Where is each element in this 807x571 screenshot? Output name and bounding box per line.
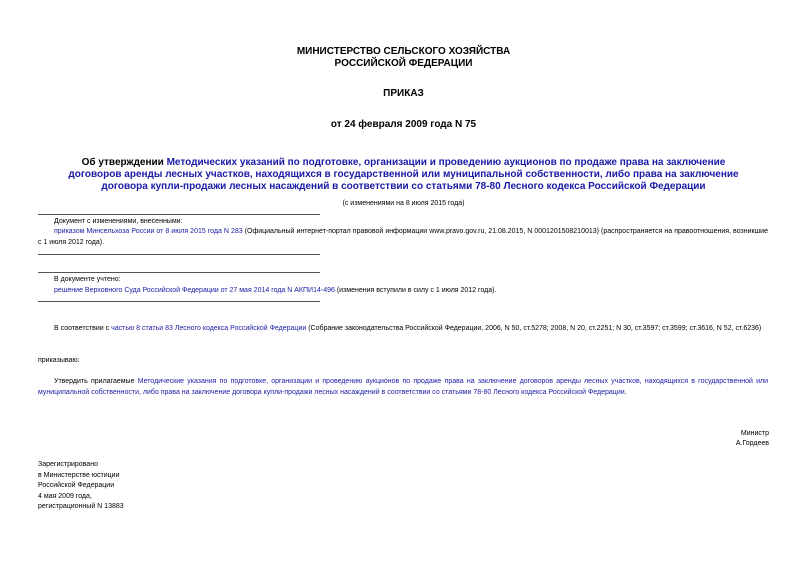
changes-details: (Официальный интернет-портал правовой информации www.pravo.gov.ru, 21.08.2015, N 0001201508210013) (распространяется на правоотношения, возникшие с 1 июля 2012 года). [38,228,768,246]
document-type: ПРИКАЗ [383,88,424,99]
registration-line5: регистрационный N 13883 [38,503,124,510]
divider-top [38,214,320,215]
changes-heading: Документ с изменениями, внесенными: [54,218,183,225]
approve-paragraph [38,377,768,398]
guidelines-link[interactable]: Методические указания по подготовке, организации и проведению аукционов по продаже права на заключение договоров аренды лесных участков, находящихся в государственной или муниципальной собственности, либо права на заключение договора купли-продажи лесных насаждений в соответствии со статьями 78-80 Лесного кодекса Российской Федерации [38,378,768,396]
registration-line2: в Министерстве юстиции [38,471,120,479]
considered-text [54,286,768,297]
divider-considered-top [38,272,320,273]
title-link[interactable]: Методических указаний по подготовке, организации и проведению аукционов по продаже права на заключение договоров аренды лесных участков, находящихся в государственной или муниципальной собственности, либо права на заключение договора купли-продажи лесных насаждений в соответствии со статьями 78-80 Лесного кодекса Российской Федерации [68,157,739,192]
registration-line1: Зарегистрировано [38,461,98,468]
changes-order-link[interactable]: приказом Минсельхоза России от 8 июля 2015 года N 283 [54,228,243,235]
considered-heading: В документе учтено: [54,276,121,283]
document-date: от 24 февраля 2009 года N 75 [330,119,477,130]
signer-position: Министр [740,430,769,437]
title-prefix: Об утверждении [81,157,167,168]
divider-considered-bottom [38,301,320,302]
approve-suffix: . [624,388,627,396]
changes-text [38,227,768,248]
registration-line3: Российской Федерации [38,482,115,489]
supreme-court-decision-link[interactable]: решение Верховного Суда Российской Федерации от 27 мая 2014 года N АКПИ14-496 [54,287,335,294]
signer-name: А.Гордеев [735,440,769,447]
document-title [60,157,747,193]
forest-code-link[interactable]: частью 8 статьи 83 Лесного кодекса Российской Федерации [111,325,307,332]
basis-prefix: В соответствии с [54,325,112,332]
registration-line4: 4 мая 2009 года, [38,492,92,500]
revision-note: (с изменениями на 8 июля 2015 года) [342,200,465,207]
order-word: приказываю: [38,357,80,364]
ministry-name-line2: РОССИЙСКОЙ ФЕДЕРАЦИИ [334,58,473,69]
basis-details: (Собрание законодательства Российской Федерации, 2006, N 50, ст.5278; 2008, N 20, ст.2251; N 30, ст.3597; ст.3599; ст.3616, N 52, ст.6236) [306,325,762,332]
considered-details: (изменения вступили в силу с 1 июля 2012 года). [334,287,497,294]
approve-prefix: Утвердить прилагаемые [54,378,138,385]
basis-paragraph [38,324,768,335]
ministry-name-line1: МИНИСТЕРСТВО СЕЛЬСКОГО ХОЗЯЙСТВА [296,46,511,57]
divider-changes-bottom [38,254,320,255]
